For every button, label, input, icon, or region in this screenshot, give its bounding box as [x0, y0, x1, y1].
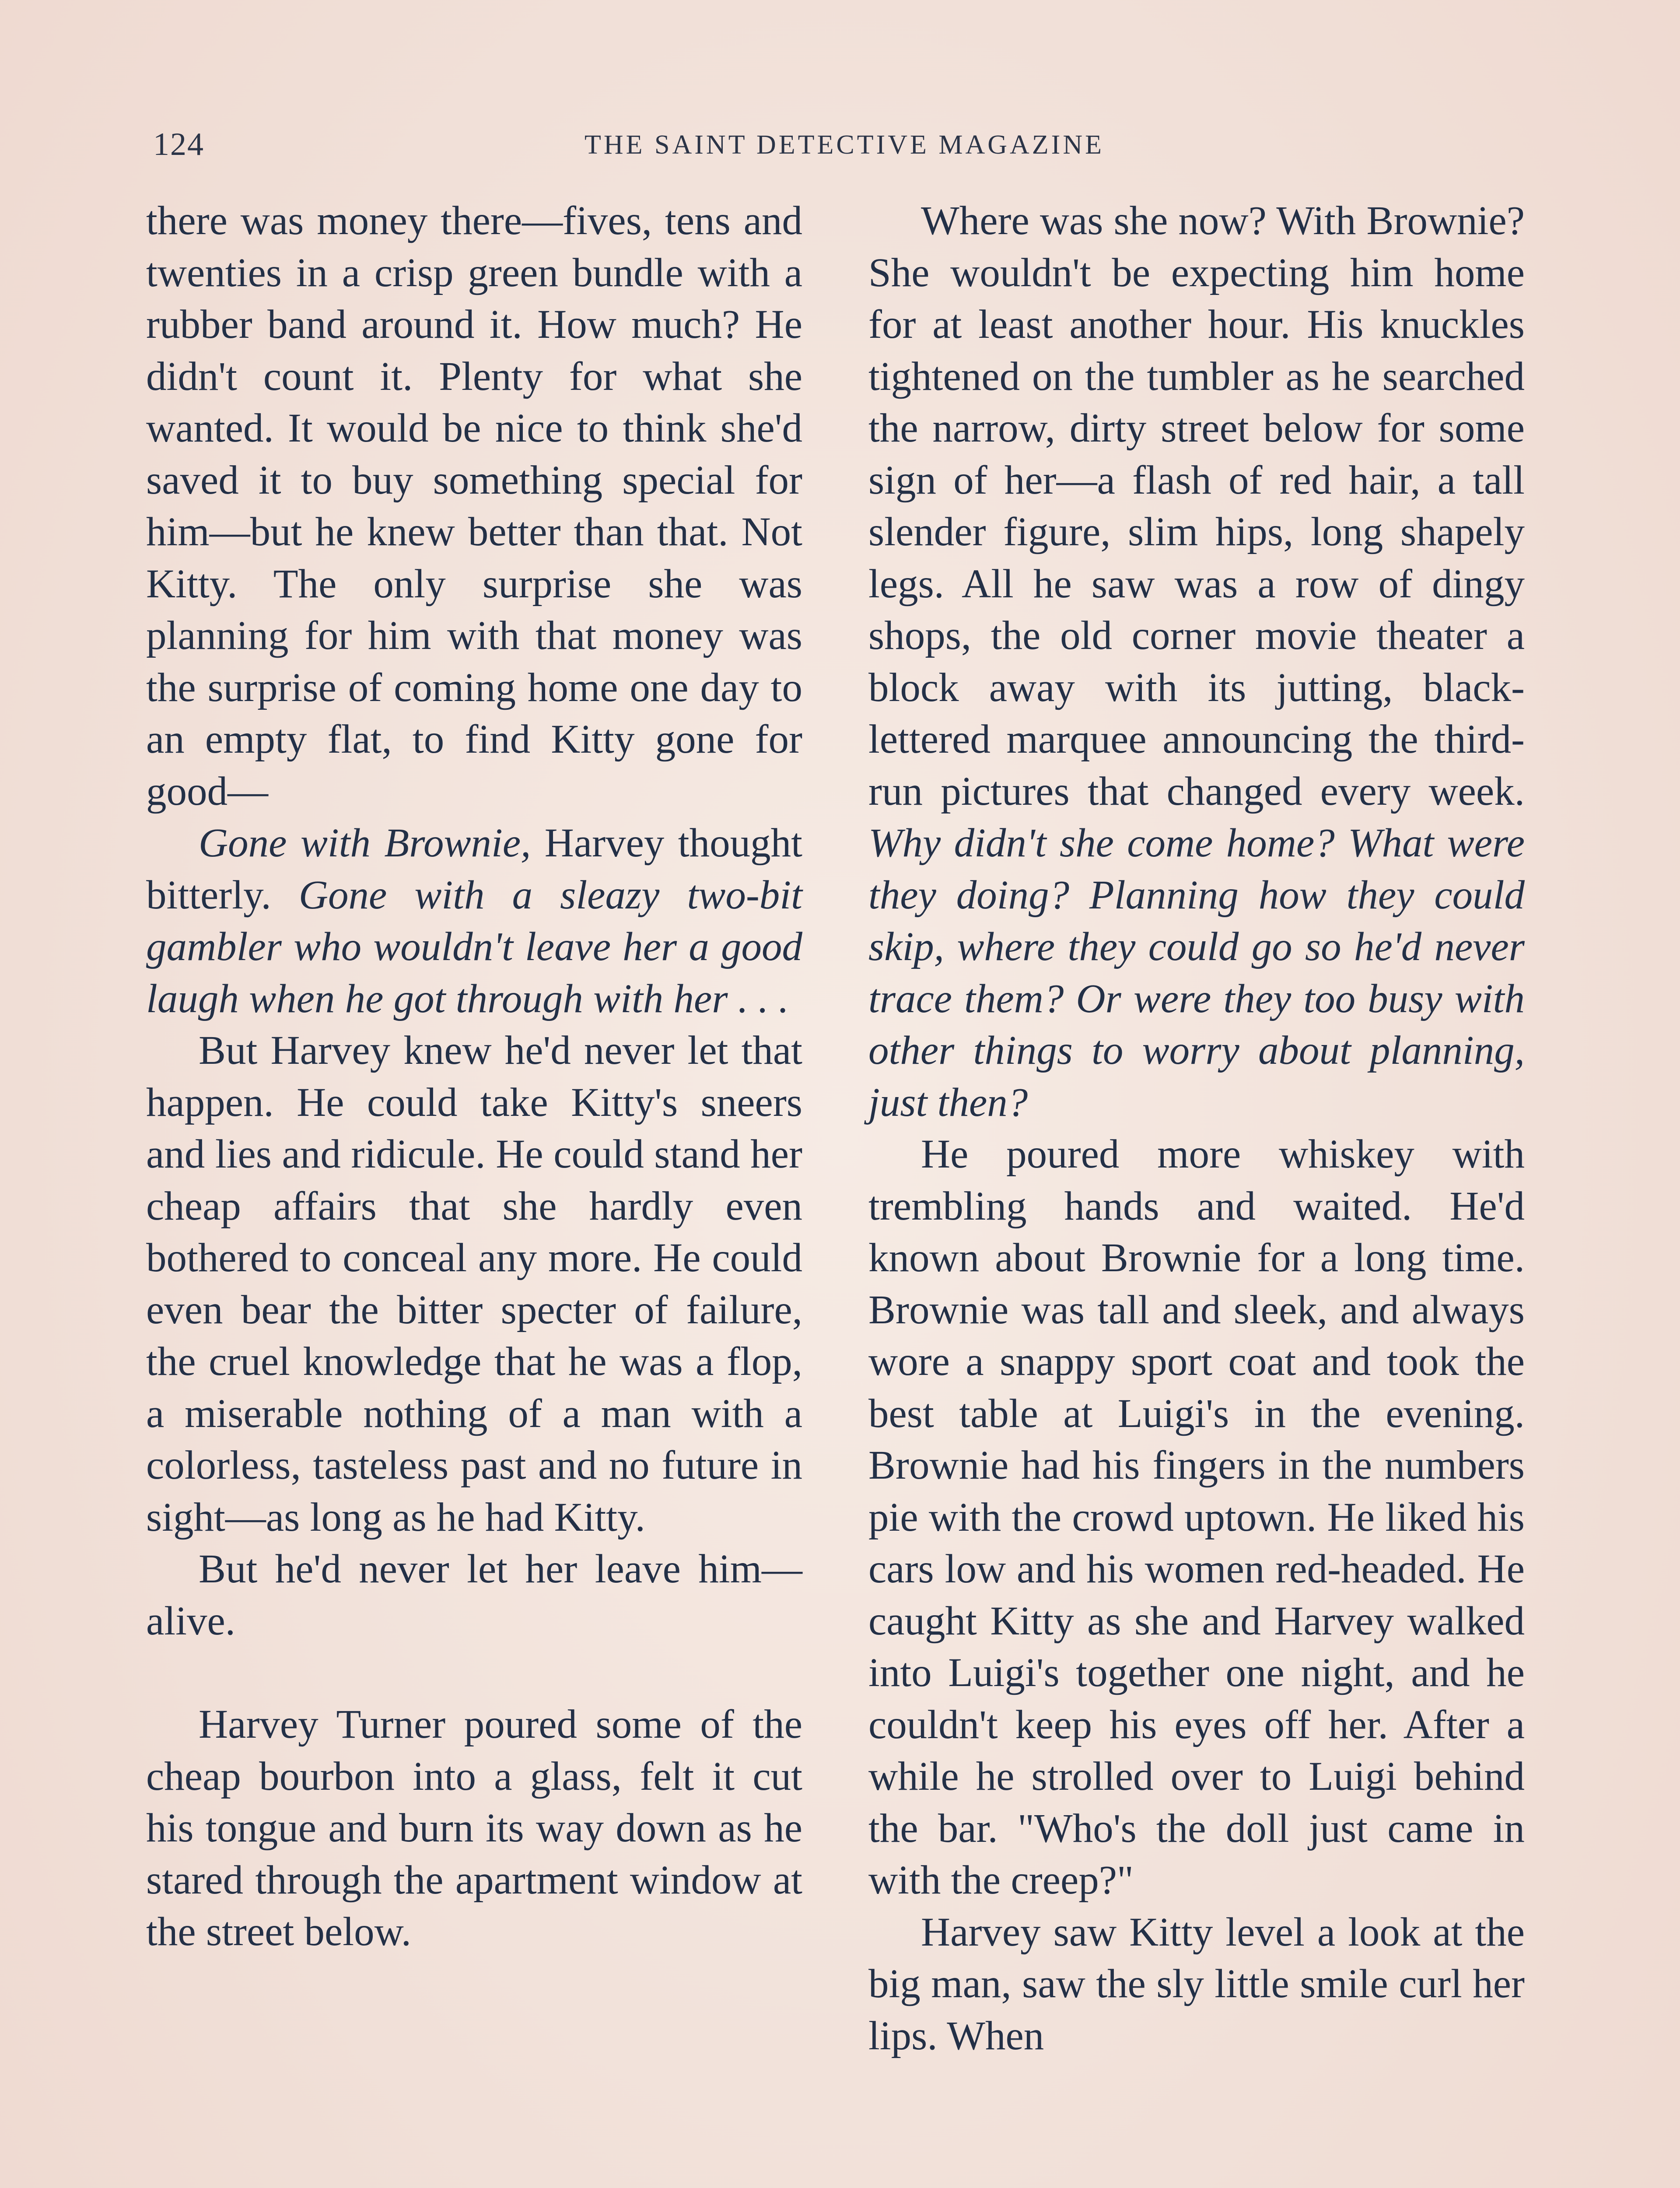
magazine-title: THE SAINT DETECTIVE MAGAZINE: [584, 130, 1104, 160]
paragraph: Harvey Turner poured some of the cheap bourbon into a glass, felt it cut his tongue and burn its way down as he stared through the apartment window at the street below.: [146, 1702, 802, 1954]
paragraph: He poured more whiskey with trembling hands and waited. He'd known about Brownie for a long time. Brownie was tall and sleek, and always wore a snappy sport coat and took the best table at Luigi's in the evening. Brownie had his fingers in the numbers pie with the crowd uptown. He liked his cars low and his women red-headed. He caught Kitty as she and Harvey walked into Luigi's together one night, and he couldn't keep his eyes off her. After a while he strolled over to Luigi behind the bar. "Who's the doll just came in with the creep?": [868, 1132, 1525, 1903]
paragraph: [146, 817, 802, 1025]
paragraph: Harvey saw Kitty level a look at the big man, saw the sly little smile curl her lips. When: [868, 1909, 1525, 2058]
paragraph: [868, 195, 1525, 1129]
italic-text: Why didn't she come home? What were they doing? Planning how they could skip, where they could go so he'd never trace them? Or were they too busy with other things to worry about planning, just then?: [868, 820, 1525, 1125]
left-column: [146, 195, 802, 1958]
page-number: 124: [153, 126, 204, 162]
italic-text: Gone with a sleazy two-bit gambler who wouldn't leave her a good laugh when he got through with her . . .: [146, 872, 802, 1021]
running-head: [153, 126, 1536, 174]
italic-text: Gone with Brownie,: [199, 820, 531, 866]
roman-text: Where was she now? With Brownie? She wouldn't be expecting him home for at least another hour. His knuckles tightened on the tumbler as he searched the narrow, dirty street below for some sign of her—a flash of red hair, a tall slender figure, slim hips, long shapely legs. All he saw was a row of dingy shops, the old corner movie theater a block away with its jutting, black-lettered marquee announcing the third-run pictures that changed every week.: [868, 198, 1525, 814]
roman-text: Harvey thought bitterly.: [146, 820, 802, 918]
section-break: [146, 1647, 802, 1699]
paragraph: But Harvey knew he'd never let that happen. He could take Kitty's sneers and lies and ridicule. He could stand her cheap affairs that she hardly even bothered to conceal any more. He could even bear the bitter specter of failure, the cruel knowledge that he was a flop, a miserable nothing of a man with a colorless, tasteless past and no future in sight—as long as he had Kitty.: [146, 1028, 802, 1540]
right-column: [868, 195, 1525, 2062]
paragraph: there was money there—fives, tens and twenties in a crisp green bundle with a rubber band around it. How much? He didn't count it. Plenty for what she wanted. It would be nice to think she'd saved it to buy something special for him—but he knew better than that. Not Kitty. The only surprise she was planning for him with that money was the surprise of coming home one day to an empty flat, to find Kitty gone for good—: [146, 198, 802, 814]
paragraph: But he'd never let her leave him—alive.: [146, 1546, 802, 1644]
